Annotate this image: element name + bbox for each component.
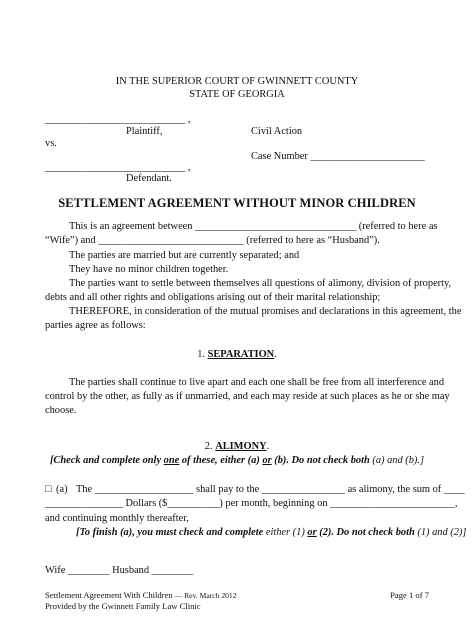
section-separation-heading — [0, 349, 474, 361]
section-number: 1. — [197, 349, 205, 360]
intro-line-2: “Wife”) and ____________________________ (referred to here as “Husband”). — [45, 235, 380, 246]
section-heading-text: SEPARATION — [207, 349, 275, 360]
document-title: SETTLEMENT AGREEMENT WITHOUT MINOR CHILDREN — [58, 196, 416, 210]
instr-part: (b). Do not check both — [271, 455, 373, 466]
alimony-option-a-line-2: _______________ Dollars ($__________) per month, beginning on ________________________, — [45, 498, 458, 509]
court-name: IN THE SUPERIOR COURT OF GWINNETT COUNTY — [115, 76, 359, 87]
page-number: Page 1 of 7 — [390, 590, 429, 600]
alimony-option-a-label: (a) — [56, 484, 68, 495]
instr-part: one — [163, 455, 180, 466]
instr-part: or — [262, 455, 272, 466]
alimony-option-a-checkbox[interactable]: □ — [45, 484, 52, 495]
separation-body-3: choose. — [45, 405, 77, 416]
versus-label: vs. — [45, 138, 57, 149]
alimony-finish-instructions — [76, 527, 466, 539]
finish-part: either (1) — [265, 527, 308, 538]
section-number: 2. — [204, 441, 213, 452]
alimony-option-a-line-1: The ___________________ shall pay to the ________________ as alimony, the sum of ____ — [76, 484, 465, 495]
case-number-field: Case Number ______________________ — [251, 151, 425, 162]
instr-part: [Check and complete only — [49, 455, 164, 466]
intro-line-6: debts and all other rights and obligations arising out of their marital relationship; — [45, 292, 381, 303]
defendant-label: Defendant. — [126, 173, 172, 184]
intro-line-5: The parties want to settle between themselves all questions of alimony, division of property, — [69, 278, 452, 289]
footer-revision: — Rev. March 2012 — [172, 591, 237, 600]
section-heading-suffix: . — [266, 441, 270, 452]
initials-line: Wife ________ Husband ________ — [45, 565, 194, 576]
intro-line-8: parties agree as follows: — [45, 320, 146, 331]
section-heading-text: ALIMONY — [215, 441, 267, 452]
alimony-instructions — [0, 455, 474, 467]
instr-part: of these, either (a) — [179, 455, 263, 466]
footer-provider: Provided by the Gwinnett Family Law Clinic — [45, 601, 201, 611]
intro-line-3: The parties are married but are currently separated; and — [69, 250, 300, 261]
separation-body-1: The parties shall continue to live apart and each one shall be free from all interference and — [69, 377, 445, 388]
court-state: STATE OF GEORGIA — [189, 89, 285, 100]
section-heading-suffix: . — [274, 349, 277, 360]
plaintiff-name-blank: ___________________________ , — [45, 114, 191, 125]
finish-part: [To finish (a), you must check and complete — [76, 527, 266, 538]
footer-form-name — [45, 590, 237, 600]
intro-line-7: THEREFORE, in consideration of the mutual promises and declarations in this agreement, the — [69, 306, 462, 317]
finish-part: or — [307, 527, 317, 538]
intro-line-4: They have no minor children together. — [69, 264, 229, 275]
instr-part: (a) and (b).] — [372, 455, 425, 466]
intro-line-1: This is an agreement between _______________________________ (referred to here as — [69, 221, 438, 232]
section-alimony-heading — [0, 441, 474, 453]
separation-body-2: control by the other, as fully as if unmarried, and each may reside at such places as he or she may — [45, 391, 450, 402]
finish-part: (1) and (2)] — [417, 527, 467, 538]
plaintiff-label: Plaintiff, — [126, 126, 163, 137]
defendant-name-blank: ___________________________ , — [45, 162, 191, 173]
footer-form-title: Settlement Agreement With Children — [45, 590, 173, 600]
alimony-option-a-line-3: and continuing monthly thereafter, — [45, 513, 189, 524]
civil-action-label: Civil Action — [251, 126, 303, 137]
finish-part: (2). Do not check both — [316, 527, 418, 538]
